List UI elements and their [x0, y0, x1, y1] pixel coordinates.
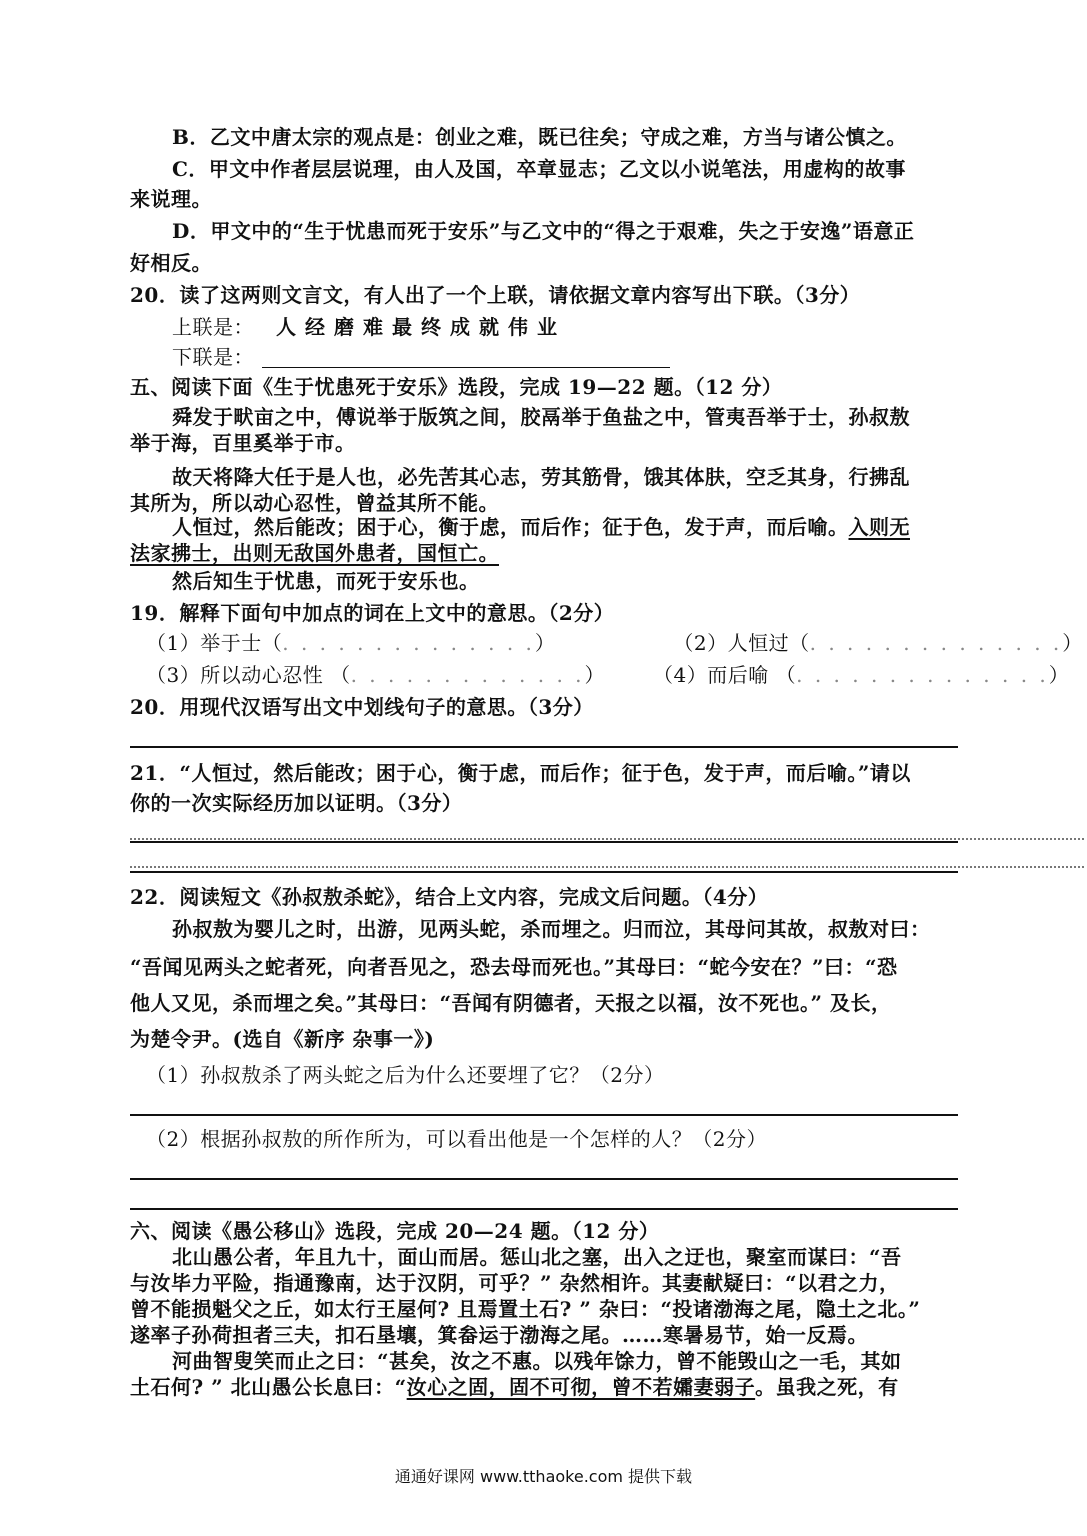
passage-6-p1-line-4: 遂率子孙荷担者三夫，扣石垦壤，箕畚运于渤海之尾。……寒暑易节，始一反焉。	[130, 1323, 868, 1347]
upper-couplet-row	[172, 314, 960, 340]
answer-line-q22-3[interactable]	[130, 1208, 958, 1210]
answer-line-q21-1[interactable]	[130, 841, 958, 843]
footer-credit: 通通好课网 www.tthaoke.com 提供下载	[394, 1467, 693, 1486]
question-19-title: 19．解释下面句中加点的词在上文中的意思。（2分）	[130, 601, 615, 625]
dotted-line-q21-1	[130, 838, 1084, 840]
q19-blank-4[interactable]: . . . . . . . . . . . . . .	[796, 663, 1049, 687]
passage-6-p1-line-1: 北山愚公者，年且九十，面山而居。惩山北之塞，出入之迂也，聚室而谋曰：“吾	[172, 1245, 902, 1269]
passage-6-p1-line-3: 曾不能损魁父之丘，如太行王屋何? 且焉置土石? ” 杂曰：“投诸渤海之尾，隐土之北。”	[130, 1297, 921, 1321]
passage-6-p2-text-a: 土石何? ” 北山愚公长息曰：“	[130, 1375, 407, 1399]
passage-22-line-2: “吾闻见两头之蛇者死，向者吾见之，恐去母而死也。”其母曰：“蛇今安在？”曰：“恐	[130, 955, 898, 979]
option-d-line-1: D．甲文中的“生于忧患而死于安乐”与乙文中的“得之于艰难，失之于安逸”语意正	[172, 219, 915, 243]
lower-couplet-label: 下联是：	[172, 345, 254, 369]
passage-5-p1-line-1: 舜发于畎亩之中，傅说举于版筑之间，胶鬲举于鱼盐之中，管夷吾举于士，孙叔敖	[172, 405, 910, 429]
answer-line-q21-2[interactable]	[130, 871, 958, 873]
lower-couplet-row	[172, 344, 960, 370]
question-19-row-1: （1）举于士（. . . . . . . . . . . . . .） （2）人恒过（. . . . . . . . . . . . . .）	[146, 631, 1083, 655]
dotted-line-q21-2	[130, 866, 1084, 868]
option-d-line-2: 好相反。	[130, 251, 212, 275]
passage-5-p2-line-1: 故天将降大任于是人也，必先苦其心志，劳其筋骨，饿其体肤，空乏其身，行拂乱	[172, 465, 910, 489]
question-21-line-2: 你的一次实际经历加以证明。（3分）	[130, 791, 463, 815]
upper-couplet-label: 上联是：	[172, 315, 254, 339]
underlined-sentence-part-1: 入则无	[848, 515, 910, 539]
q19-item-4: （4）而后喻 （	[653, 663, 797, 687]
option-c-line-1: C．甲文中作者层层说理，由人及国，卒章显志；乙文以小说笔法，用虚构的故事	[172, 157, 906, 181]
passage-5-p2-line-2: 其所为，所以动心忍性，曾益其所不能。	[130, 491, 499, 515]
answer-line-q22-1[interactable]	[130, 1114, 958, 1116]
question-20-translate: 20．用现代汉语写出文中划线句子的意思。（3分）	[130, 695, 594, 719]
passage-6-p2-line-1: 河曲智叟笑而止之曰：“甚矣，汝之不惠。以残年馀力，曾不能毁山之一毛，其如	[172, 1349, 902, 1373]
passage-6-p1-line-2: 与汝毕力平险，指通豫南，达于汉阴，可乎？” 杂然相许。其妻献疑曰：“以君之力，	[130, 1271, 900, 1295]
answer-line-q20[interactable]	[130, 746, 958, 748]
q19-blank-3[interactable]: . . . . . . . . . . . . .	[350, 663, 585, 687]
option-b: B．乙文中唐太宗的观点是：创业之难，既已往矣；守成之难，方当与诸公慎之。	[172, 125, 907, 149]
underlined-sentence-6: 汝心之固，固不可彻，曾不若孀妻弱子	[406, 1375, 756, 1399]
q19-blank-1[interactable]: . . . . . . . . . . . . . .	[282, 631, 535, 655]
lower-couplet-answer-line[interactable]	[262, 347, 670, 368]
passage-6-p2-line-2	[130, 1374, 960, 1400]
q19-item-2: （2）人恒过（	[673, 631, 810, 655]
passage-22-line-3: 他人又见，杀而埋之矣。”其母曰：“吾闻有阴德者，天报之以福，汝不死也。” 及长，	[130, 991, 892, 1015]
q19-item-3: （3）所以动心忍性 （	[146, 663, 351, 687]
option-c-line-2: 来说理。	[130, 187, 212, 211]
q19-item-1: （1）举于士（	[146, 631, 283, 655]
underlined-sentence-part-2: 法家拂士，出则无敌国外患者，国恒亡。	[130, 541, 499, 565]
section-5-title: 五、阅读下面《生于忧患死于安乐》选段，完成 19—22 题。（12 分）	[130, 375, 783, 399]
passage-6-p2-text-c: 。虽我之死，有	[755, 1375, 899, 1399]
q19-blank-2[interactable]: . . . . . . . . . . . . . .	[809, 631, 1063, 655]
passage-5-p3-line-1	[172, 514, 960, 540]
question-22-title: 22．阅读短文《孙叔敖杀蛇》，结合上文内容，完成文后问题。（4分）	[130, 885, 769, 909]
question-21-line-1: 21．“人恒过，然后能改；困于心，衡于虑，而后作；征于色，发于声，而后喻。”请以	[130, 761, 911, 785]
passage-22-line-4: 为楚令尹。(选自《新序 杂事一》)	[130, 1027, 435, 1051]
passage-22-line-1: 孙叔敖为婴儿之时，出游，见两头蛇，杀而埋之。归而泣，其母问其故，叔敖对曰：	[172, 917, 931, 941]
question-20-couplet: 20．读了这两则文言文，有人出了一个上联，请依据文章内容写出下联。（3分）	[130, 283, 861, 307]
passage-5-p3-line-2	[130, 540, 960, 566]
section-6-title: 六、阅读《愚公移山》选段，完成 20—24 题。（12 分）	[130, 1219, 660, 1243]
question-22-sub-2: （2）根据孙叔敖的所作所为，可以看出他是一个怎样的人？（2分）	[146, 1127, 767, 1151]
passage-5-p1-line-2: 举于海，百里奚举于市。	[130, 431, 356, 455]
upper-couplet-text: 人经磨难最终成就伟业	[276, 315, 566, 339]
question-22-sub-1: （1）孙叔敖杀了两头蛇之后为什么还要埋了它？（2分）	[146, 1063, 665, 1087]
question-19-row-2: （3）所以动心忍性 （. . . . . . . . . . . . .） （4）而后喻 （. . . . . . . . . . . . . .）	[146, 663, 1070, 687]
passage-5-p4: 然后知生于忧患，而死于安乐也。	[172, 569, 480, 593]
answer-line-q22-2[interactable]	[130, 1178, 958, 1180]
passage-5-p3-text: 人恒过，然后能改；困于心，衡于虑，而后作；征于色，发于声，而后喻。	[172, 515, 849, 539]
